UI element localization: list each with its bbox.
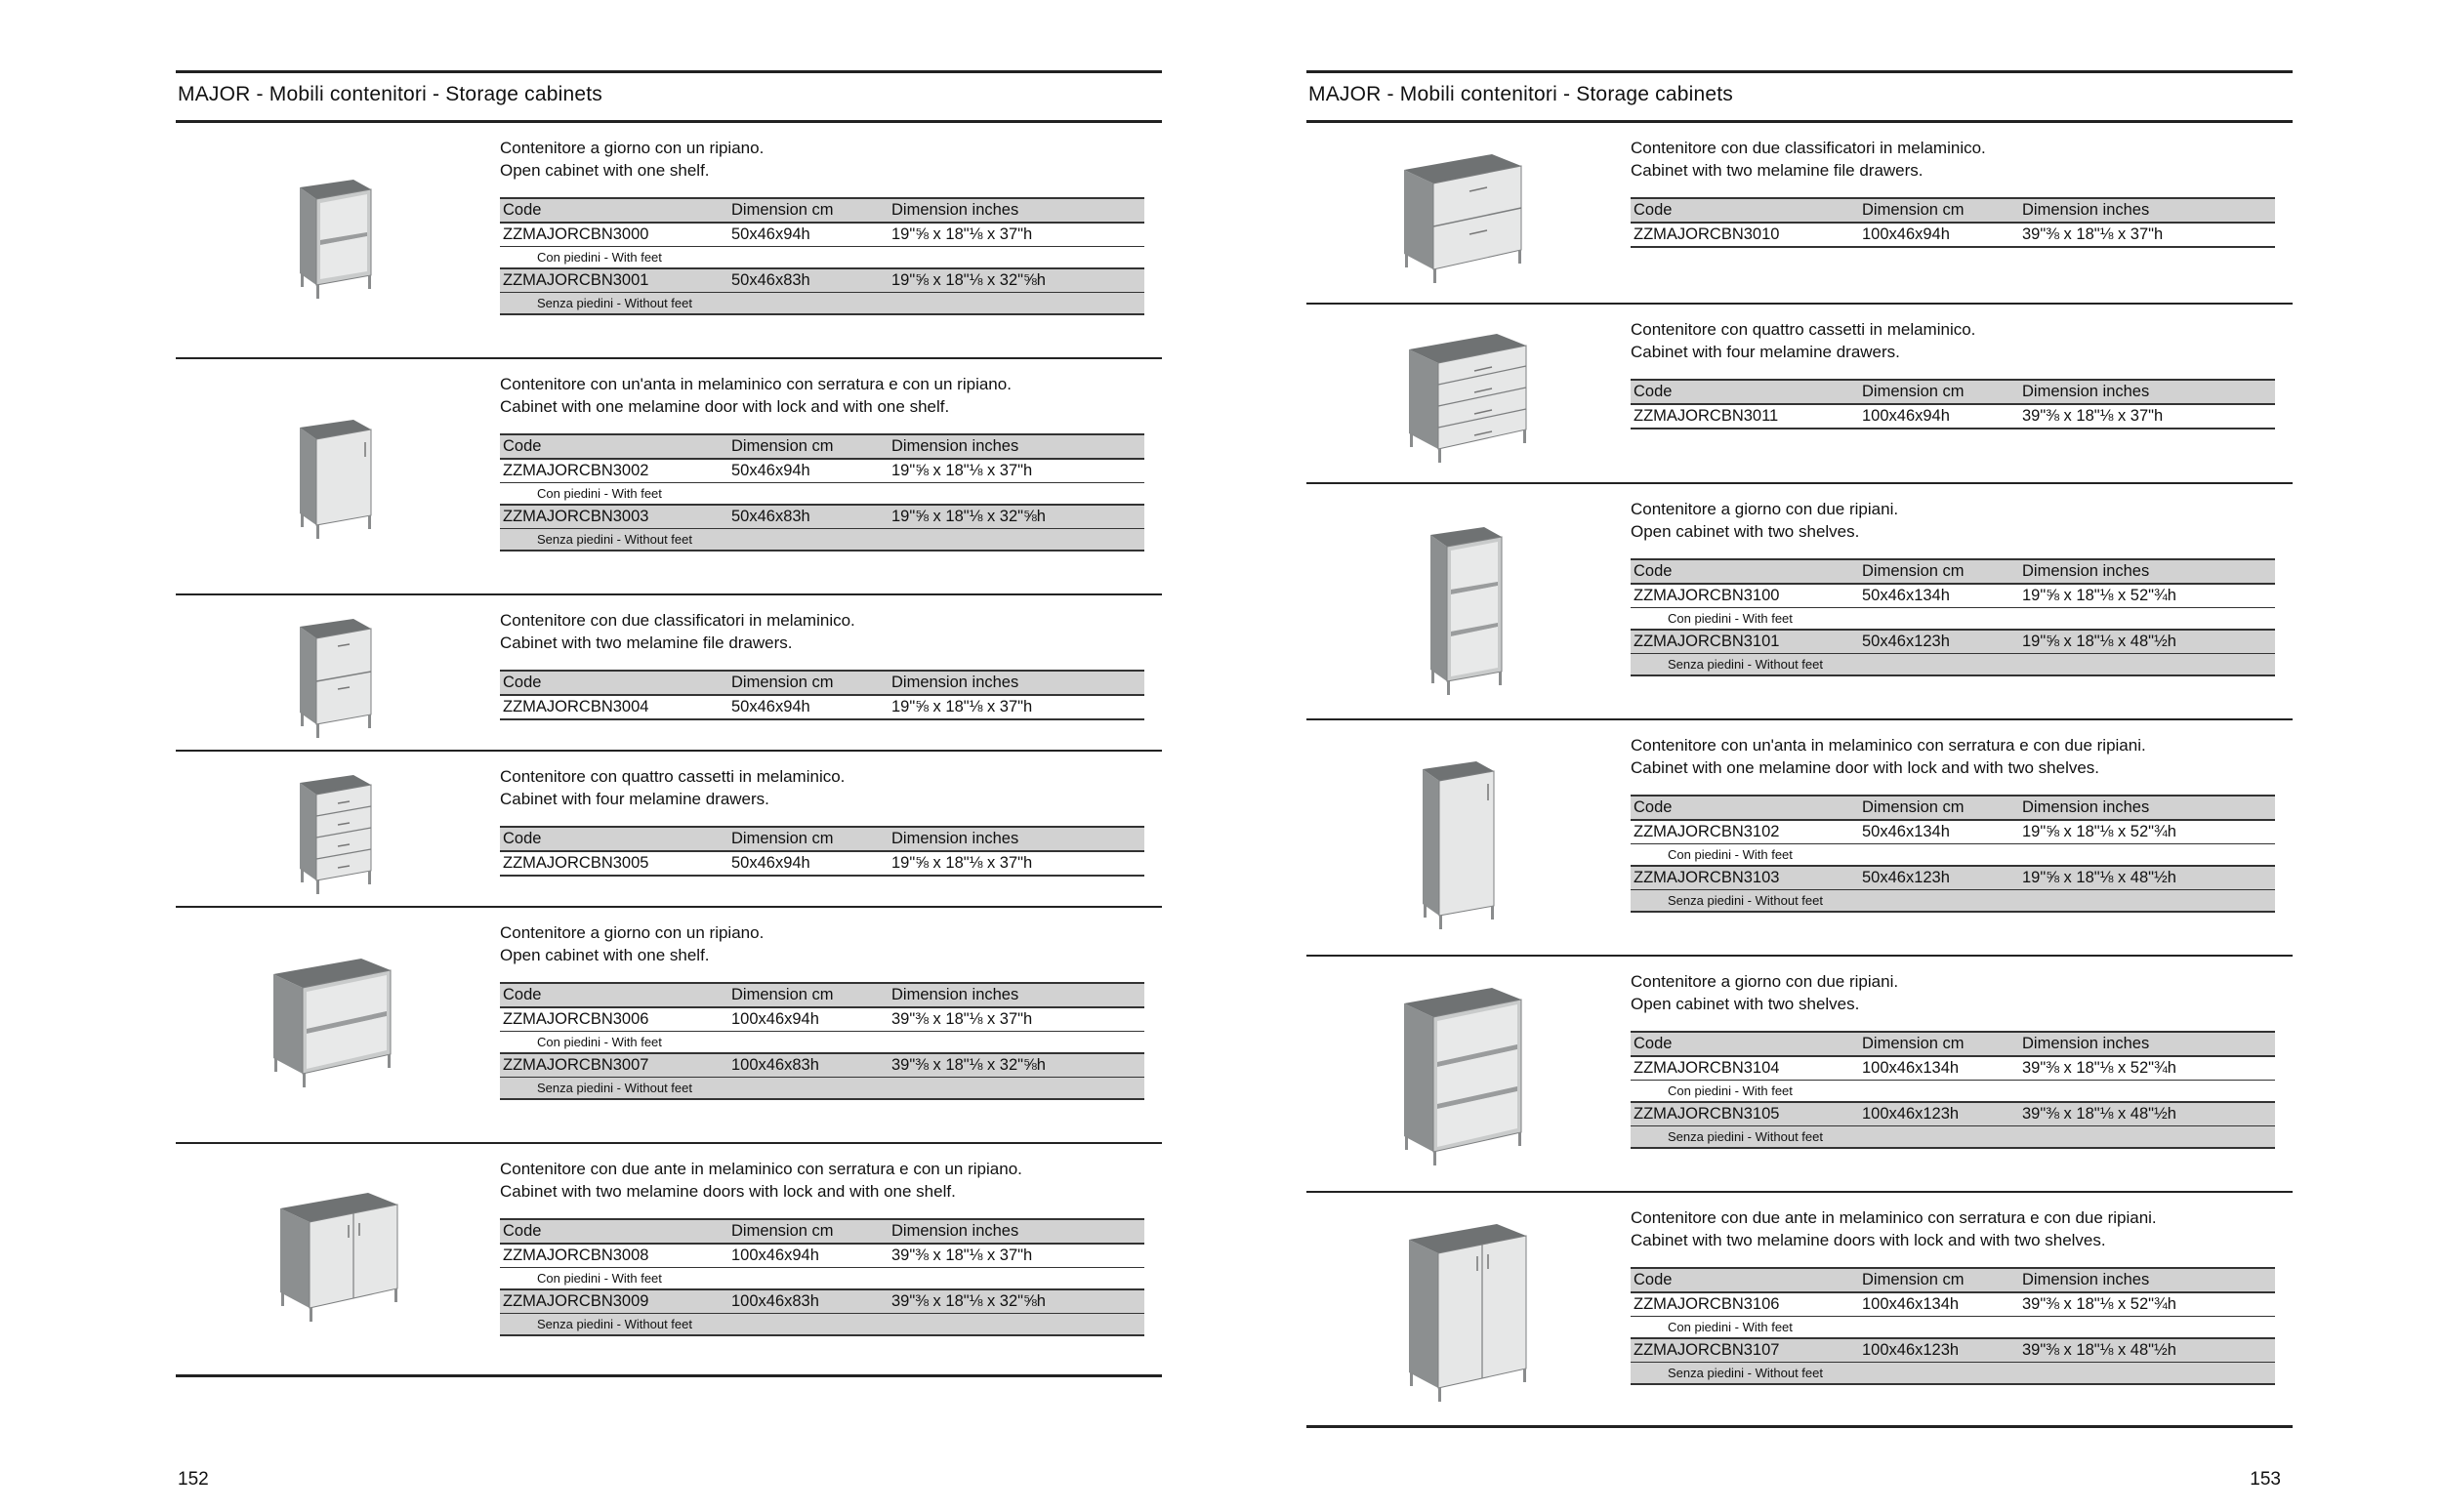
dimension-inches: 39"⅜ x 18"⅛ x 37"h: [891, 1246, 1033, 1264]
column-header-code: Code: [1634, 798, 1673, 816]
cabinet-illustration: [295, 773, 373, 895]
dimension-inches: 39"⅜ x 18"⅛ x 32"⅝h: [891, 1056, 1046, 1074]
product-code: ZZMAJORCBN3004: [503, 698, 649, 715]
feet-note-row: [1631, 843, 2275, 865]
product-text: [1631, 318, 2275, 425]
column-header-cm: Dimension cm: [731, 437, 834, 455]
feet-note-row: [1631, 1316, 2275, 1337]
feet-note-row: [500, 1313, 1144, 1334]
feet-note: Con piedini - With feet: [1668, 1320, 1793, 1334]
cabinet-image: [1399, 152, 1526, 284]
column-header-cm: Dimension cm: [731, 674, 834, 691]
product-code: ZZMAJORCBN3010: [1634, 225, 1780, 243]
product-entry: [1306, 303, 2293, 484]
column-header-cm: Dimension cm: [731, 830, 834, 847]
column-header-code: Code: [503, 1222, 542, 1240]
spec-code-row: [1631, 1291, 2275, 1316]
cabinet-illustration: [1399, 152, 1526, 284]
right-page: [1306, 0, 2293, 1512]
spec-table: [1631, 197, 2275, 248]
feet-note-row: [500, 1031, 1144, 1052]
page-number: 152: [178, 1469, 209, 1490]
product-text: [1631, 970, 2275, 1144]
cabinet-illustration: [1426, 525, 1504, 696]
spec-header-row: [1631, 1031, 2275, 1055]
dimension-inches: 19"⅝ x 18"⅛ x 37"h: [891, 225, 1033, 243]
product-text: [1631, 734, 2275, 908]
description-english: Cabinet with one melamine door with lock and with one shelf.: [500, 397, 950, 416]
spec-code-row: [500, 1006, 1144, 1031]
feet-note: Con piedini - With feet: [1668, 847, 1793, 862]
product-text: [500, 921, 1144, 1095]
description-english: Cabinet with two melamine doors with lock and with two shelves.: [1631, 1231, 2106, 1249]
spec-header-row: [500, 826, 1144, 850]
product-entry: [176, 1142, 1162, 1376]
product-entry: [176, 750, 1162, 908]
spec-table: [1631, 558, 2275, 676]
product-code: ZZMAJORCBN3002: [503, 462, 649, 479]
spec-header-row: [1631, 379, 2275, 403]
spec-table-end-rule: [500, 875, 1144, 877]
column-header-inches: Dimension inches: [891, 986, 1019, 1003]
column-header-inches: Dimension inches: [2022, 383, 2150, 400]
dimension-cm: 100x46x94h: [731, 1010, 819, 1028]
dimension-cm: 50x46x83h: [731, 271, 810, 289]
product-code: ZZMAJORCBN3009: [503, 1292, 649, 1310]
cabinet-image: [295, 178, 373, 300]
product-text: [1631, 1206, 2275, 1380]
dimension-cm: 50x46x83h: [731, 508, 810, 525]
product-text: [500, 1158, 1144, 1331]
page-title: MAJOR - Mobili contenitori - Storage cabinets: [178, 83, 602, 105]
cabinet-illustration: [269, 957, 395, 1088]
feet-note: Con piedini - With feet: [1668, 1083, 1793, 1098]
cabinet-illustration: [1418, 759, 1496, 930]
description-english: Open cabinet with two shelves.: [1631, 995, 1860, 1013]
product-text: [500, 373, 1144, 547]
dimension-inches: 39"⅜ x 18"⅛ x 52"¾h: [2022, 1295, 2176, 1313]
spec-table: [500, 1218, 1144, 1336]
description-italian: Contenitore con un'anta in melaminico con serratura e con un ripiano.: [500, 375, 1012, 393]
dimension-cm: 50x46x123h: [1862, 633, 1950, 650]
product-code: ZZMAJORCBN3104: [1634, 1059, 1780, 1077]
dimension-inches: 19"⅝ x 18"⅛ x 37"h: [891, 462, 1033, 479]
feet-note: Senza piedini - Without feet: [537, 1081, 692, 1095]
product-code: ZZMAJORCBN3006: [503, 1010, 649, 1028]
feet-note: Con piedini - With feet: [1668, 611, 1793, 626]
description-italian: Contenitore a giorno con due ripiani.: [1631, 972, 1899, 991]
spec-code-row: [1631, 222, 2275, 246]
description-italian: Contenitore con due ante in melaminico con serratura e con due ripiani.: [1631, 1208, 2157, 1227]
dimension-inches: 19"⅝ x 18"⅛ x 32"⅝h: [891, 508, 1046, 525]
spec-code-row: [1631, 583, 2275, 607]
product-code: ZZMAJORCBN3105: [1634, 1105, 1780, 1123]
product-text: [500, 137, 1144, 310]
cabinet-image: [1404, 1222, 1531, 1403]
column-header-inches: Dimension inches: [2022, 798, 2150, 816]
spec-table-end-rule: [1631, 911, 2275, 913]
feet-note-row: [500, 246, 1144, 267]
spec-code-row: [1631, 403, 2275, 428]
product-entry: [1306, 718, 2293, 957]
spec-table-end-rule: [1631, 1383, 2275, 1385]
cabinet-illustration: [1404, 1222, 1531, 1403]
description-italian: Contenitore con quattro cassetti in melaminico.: [500, 767, 846, 786]
dimension-cm: 50x46x123h: [1862, 869, 1950, 886]
spec-table-end-rule: [1631, 674, 2275, 676]
feet-note: Senza piedini - Without feet: [1668, 657, 1823, 672]
cabinet-image: [295, 418, 373, 540]
spec-table: [1631, 379, 2275, 429]
column-header-code: Code: [1634, 562, 1673, 580]
column-header-code: Code: [1634, 1271, 1673, 1288]
spec-code-row: [1631, 629, 2275, 653]
feet-note-row: [1631, 653, 2275, 674]
feet-note-row: [1631, 1125, 2275, 1147]
product-text: [1631, 137, 2275, 243]
dimension-inches: 39"⅜ x 18"⅛ x 48"½h: [2022, 1105, 2176, 1123]
column-header-cm: Dimension cm: [731, 986, 834, 1003]
column-header-cm: Dimension cm: [1862, 562, 1965, 580]
dimension-cm: 50x46x94h: [731, 854, 810, 872]
spec-table-end-rule: [500, 1334, 1144, 1336]
spec-header-row: [500, 670, 1144, 694]
product-code: ZZMAJORCBN3106: [1634, 1295, 1780, 1313]
product-entry: [176, 593, 1162, 752]
column-header-cm: Dimension cm: [1862, 1271, 1965, 1288]
spec-table-end-rule: [500, 313, 1144, 315]
feet-note-row: [500, 292, 1144, 313]
dimension-cm: 100x46x83h: [731, 1292, 819, 1310]
dimension-inches: 39"⅜ x 18"⅛ x 37"h: [2022, 225, 2164, 243]
cabinet-image: [1404, 332, 1531, 464]
spec-table: [1631, 1031, 2275, 1149]
spec-table: [500, 670, 1144, 720]
description-italian: Contenitore con due ante in melaminico con serratura e con un ripiano.: [500, 1160, 1022, 1178]
cabinet-illustration: [1404, 332, 1531, 464]
column-header-code: Code: [1634, 201, 1673, 219]
spec-code-row: [500, 1243, 1144, 1267]
product-entry: [176, 123, 1162, 357]
column-header-inches: Dimension inches: [2022, 1271, 2150, 1288]
spec-table: [500, 197, 1144, 315]
spec-table-end-rule: [1631, 1147, 2275, 1149]
cabinet-illustration: [295, 617, 373, 739]
feet-note-row: [1631, 889, 2275, 911]
description-italian: Contenitore a giorno con due ripiani.: [1631, 500, 1899, 518]
dimension-inches: 19"⅝ x 18"⅛ x 48"½h: [2022, 633, 2176, 650]
dimension-inches: 19"⅝ x 18"⅛ x 52"¾h: [2022, 587, 2176, 604]
spec-code-row: [500, 850, 1144, 875]
product-entry: [1306, 482, 2293, 720]
description-italian: Contenitore con due classificatori in melaminico.: [500, 611, 855, 630]
spec-table-end-rule: [500, 1098, 1144, 1100]
description-italian: Contenitore con due classificatori in melaminico.: [1631, 139, 1986, 157]
spec-header-row: [1631, 1267, 2275, 1291]
column-header-code: Code: [503, 201, 542, 219]
feet-note: Senza piedini - Without feet: [1668, 1366, 1823, 1380]
spec-code-row: [1631, 1337, 2275, 1362]
page-title: MAJOR - Mobili contenitori - Storage cabinets: [1308, 83, 1733, 105]
column-header-code: Code: [503, 986, 542, 1003]
feet-note-row: [500, 528, 1144, 550]
dimension-inches: 19"⅝ x 18"⅛ x 48"½h: [2022, 869, 2176, 886]
cabinet-image: [295, 773, 373, 895]
cabinet-illustration: [1399, 986, 1526, 1166]
spec-header-row: [500, 197, 1144, 222]
column-header-cm: Dimension cm: [1862, 201, 1965, 219]
feet-note: Senza piedini - Without feet: [1668, 893, 1823, 908]
page-header: [1306, 70, 2293, 123]
dimension-cm: 100x46x123h: [1862, 1105, 1960, 1123]
product-code: ZZMAJORCBN3102: [1634, 823, 1780, 840]
column-header-inches: Dimension inches: [891, 1222, 1019, 1240]
product-code: ZZMAJORCBN3001: [503, 271, 649, 289]
dimension-inches: 19"⅝ x 18"⅛ x 37"h: [891, 698, 1033, 715]
product-code: ZZMAJORCBN3000: [503, 225, 649, 243]
spec-code-row: [1631, 1101, 2275, 1125]
column-header-inches: Dimension inches: [891, 830, 1019, 847]
dimension-cm: 100x46x94h: [731, 1246, 819, 1264]
cabinet-illustration: [295, 178, 373, 300]
dimension-inches: 39"⅜ x 18"⅛ x 37"h: [891, 1010, 1033, 1028]
cabinet-image: [269, 957, 395, 1088]
column-header-code: Code: [503, 830, 542, 847]
spec-table-end-rule: [1631, 428, 2275, 429]
spec-code-row: [1631, 865, 2275, 889]
column-header-inches: Dimension inches: [2022, 201, 2150, 219]
spec-table: [500, 826, 1144, 877]
dimension-cm: 50x46x134h: [1862, 587, 1950, 604]
dimension-inches: 39"⅜ x 18"⅛ x 52"¾h: [2022, 1059, 2176, 1077]
spec-header-row: [1631, 795, 2275, 819]
spec-header-row: [500, 1218, 1144, 1243]
product-code: ZZMAJORCBN3101: [1634, 633, 1780, 650]
cabinet-image: [295, 617, 373, 739]
spec-header-row: [1631, 197, 2275, 222]
product-text: [1631, 498, 2275, 672]
cabinet-illustration: [275, 1191, 402, 1323]
column-header-cm: Dimension cm: [731, 1222, 834, 1240]
product-code: ZZMAJORCBN3100: [1634, 587, 1780, 604]
spec-code-row: [500, 1288, 1144, 1313]
description-english: Cabinet with two melamine file drawers.: [500, 633, 793, 652]
description-english: Open cabinet with one shelf.: [500, 161, 710, 180]
dimension-inches: 39"⅜ x 18"⅛ x 32"⅝h: [891, 1292, 1046, 1310]
column-header-inches: Dimension inches: [2022, 1035, 2150, 1052]
cabinet-illustration: [295, 418, 373, 540]
spec-table: [500, 433, 1144, 552]
feet-note: Senza piedini - Without feet: [537, 532, 692, 547]
dimension-inches: 19"⅝ x 18"⅛ x 52"¾h: [2022, 823, 2176, 840]
feet-note-row: [1631, 1080, 2275, 1101]
feet-note: Con piedini - With feet: [537, 1035, 662, 1049]
product-text: [500, 609, 1144, 715]
description-english: Open cabinet with one shelf.: [500, 946, 710, 964]
product-text: [500, 765, 1144, 872]
product-entry: [176, 357, 1162, 595]
product-code: ZZMAJORCBN3103: [1634, 869, 1780, 886]
column-header-code: Code: [503, 437, 542, 455]
description-english: Cabinet with two melamine doors with lock and with one shelf.: [500, 1182, 956, 1201]
feet-note: Senza piedini - Without feet: [537, 1317, 692, 1331]
spec-code-row: [500, 1052, 1144, 1077]
column-header-code: Code: [1634, 383, 1673, 400]
dimension-cm: 50x46x94h: [731, 462, 810, 479]
product-entry: [176, 906, 1162, 1144]
cabinet-image: [1426, 525, 1504, 696]
spec-header-row: [500, 433, 1144, 458]
dimension-cm: 50x46x134h: [1862, 823, 1950, 840]
column-header-code: Code: [503, 674, 542, 691]
product-entry: [1306, 123, 2293, 303]
column-header-cm: Dimension cm: [731, 201, 834, 219]
cabinet-image: [1399, 986, 1526, 1166]
feet-note: Senza piedini - Without feet: [1668, 1129, 1823, 1144]
spec-table: [1631, 795, 2275, 913]
product-code: ZZMAJORCBN3003: [503, 508, 649, 525]
spec-code-row: [500, 267, 1144, 292]
left-page: [176, 0, 1162, 1512]
dimension-inches: 19"⅝ x 18"⅛ x 37"h: [891, 854, 1033, 872]
product-entry: [1306, 955, 2293, 1193]
column-header-inches: Dimension inches: [891, 437, 1019, 455]
description-italian: Contenitore con quattro cassetti in melaminico.: [1631, 320, 1976, 339]
column-header-inches: Dimension inches: [891, 201, 1019, 219]
feet-note-row: [500, 482, 1144, 504]
column-header-cm: Dimension cm: [1862, 383, 1965, 400]
spec-code-row: [500, 222, 1144, 246]
feet-note-row: [1631, 1362, 2275, 1383]
dimension-cm: 50x46x94h: [731, 225, 810, 243]
spec-table-end-rule: [500, 550, 1144, 552]
spec-code-row: [500, 694, 1144, 718]
column-header-cm: Dimension cm: [1862, 1035, 1965, 1052]
dimension-inches: 19"⅝ x 18"⅛ x 32"⅝h: [891, 271, 1046, 289]
spec-code-row: [1631, 1055, 2275, 1080]
description-italian: Contenitore a giorno con un ripiano.: [500, 139, 765, 157]
dimension-cm: 100x46x123h: [1862, 1341, 1960, 1359]
spec-table: [1631, 1267, 2275, 1385]
dimension-cm: 100x46x83h: [731, 1056, 819, 1074]
cabinet-image: [275, 1191, 402, 1323]
feet-note-row: [500, 1077, 1144, 1098]
column-header-code: Code: [1634, 1035, 1673, 1052]
feet-note: Con piedini - With feet: [537, 250, 662, 265]
spec-code-row: [500, 458, 1144, 482]
spec-table-end-rule: [500, 718, 1144, 720]
dimension-cm: 100x46x134h: [1862, 1295, 1960, 1313]
feet-note: Con piedini - With feet: [537, 486, 662, 501]
description-english: Cabinet with one melamine door with lock and with two shelves.: [1631, 758, 2100, 777]
feet-note: Senza piedini - Without feet: [537, 296, 692, 310]
page-number: 153: [2250, 1469, 2281, 1490]
feet-note-row: [500, 1267, 1144, 1288]
product-code: ZZMAJORCBN3107: [1634, 1341, 1780, 1359]
spec-table-end-rule: [1631, 246, 2275, 248]
spec-code-row: [500, 504, 1144, 528]
product-code: ZZMAJORCBN3011: [1634, 407, 1779, 425]
description-italian: Contenitore a giorno con un ripiano.: [500, 923, 765, 942]
product-code: ZZMAJORCBN3007: [503, 1056, 649, 1074]
dimension-cm: 100x46x94h: [1862, 407, 1950, 425]
page-bottom-rule: [176, 1374, 1162, 1377]
description-english: Cabinet with four melamine drawers.: [1631, 343, 1900, 361]
product-code: ZZMAJORCBN3008: [503, 1246, 649, 1264]
description-english: Cabinet with two melamine file drawers.: [1631, 161, 1924, 180]
description-italian: Contenitore con un'anta in melaminico con serratura e con due ripiani.: [1631, 736, 2146, 755]
feet-note-row: [1631, 607, 2275, 629]
spec-code-row: [1631, 819, 2275, 843]
feet-note: Con piedini - With feet: [537, 1271, 662, 1286]
dimension-inches: 39"⅜ x 18"⅛ x 37"h: [2022, 407, 2164, 425]
column-header-inches: Dimension inches: [891, 674, 1019, 691]
dimension-cm: 50x46x94h: [731, 698, 810, 715]
column-header-inches: Dimension inches: [2022, 562, 2150, 580]
spec-table: [500, 982, 1144, 1100]
product-entry: [1306, 1191, 2293, 1427]
description-english: Cabinet with four melamine drawers.: [500, 790, 769, 808]
page-bottom-rule: [1306, 1425, 2293, 1428]
column-header-cm: Dimension cm: [1862, 798, 1965, 816]
product-code: ZZMAJORCBN3005: [503, 854, 649, 872]
spec-header-row: [1631, 558, 2275, 583]
page-header: [176, 70, 1162, 123]
cabinet-image: [1418, 759, 1496, 930]
dimension-cm: 100x46x134h: [1862, 1059, 1960, 1077]
spec-header-row: [500, 982, 1144, 1006]
dimension-cm: 100x46x94h: [1862, 225, 1950, 243]
dimension-inches: 39"⅜ x 18"⅛ x 48"½h: [2022, 1341, 2176, 1359]
description-english: Open cabinet with two shelves.: [1631, 522, 1860, 541]
